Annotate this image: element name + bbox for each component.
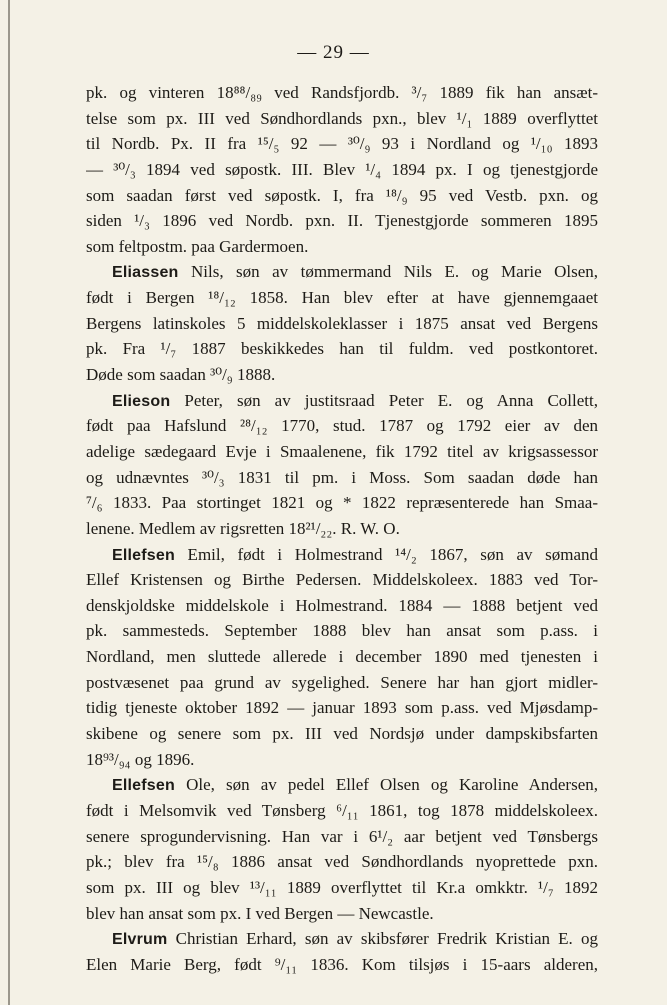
line-text: 18⁹³/₉₄ og 1896. xyxy=(86,749,195,769)
line-text: født i Bergen ¹⁸/₁₂ 1858. Han blev efter at have gjennemgaaet xyxy=(86,288,598,308)
text-line xyxy=(86,490,598,516)
line-text: denskjoldske middelskole i Holmestrand. 1884 — 1888 betjent ved xyxy=(86,595,598,615)
entry-surname: Elvrum xyxy=(112,931,168,949)
line-text: ⁷/₆ 1833. Paa stortinget 1821 og * 1822 repræsenterede han Smaa- xyxy=(86,493,598,513)
line-text: pk. Fra ¹/₇ 1887 beskikkedes han til fuldm. ved postkontoret. xyxy=(86,339,598,359)
line-text: Nordland, men sluttede allerede i december 1890 med tjenesten i xyxy=(86,647,598,667)
text-line xyxy=(86,234,598,260)
text-line xyxy=(86,208,598,234)
text-line xyxy=(86,721,598,747)
text-line xyxy=(86,516,598,542)
text-line xyxy=(86,798,598,824)
page-binding-edge xyxy=(8,0,10,1005)
text-line xyxy=(86,670,598,696)
text-line xyxy=(86,644,598,670)
text-line xyxy=(86,695,598,721)
line-text: — ³⁰/₃ 1894 ved søpostk. III. Blev ¹/₄ 1894 px. I og tjenestgjorde xyxy=(86,159,598,179)
text-line xyxy=(86,362,598,388)
line-text: lenene. Medlem av rigsretten 18²¹/₂₂. R. W. O. xyxy=(86,518,400,538)
line-text: Bergens latinskoles 5 middelskoleklasser i 1875 ansat ved Bergens xyxy=(86,313,598,333)
text-line xyxy=(86,618,598,644)
text-line xyxy=(86,542,598,568)
text-line xyxy=(86,183,598,209)
body-text xyxy=(86,80,598,977)
text-line xyxy=(86,285,598,311)
text-line xyxy=(86,901,598,927)
line-text: tidig tjeneste oktober 1892 — januar 1893 som p.ass. ved Mjøsdamp- xyxy=(86,698,598,718)
line-text: siden ¹/₃ 1896 ved Nordb. pxn. II. Tjenestgjorde sommeren 1895 xyxy=(86,211,598,231)
line-text: Peter, søn av justitsraad Peter E. og Anna Collett, xyxy=(170,390,598,410)
text-line xyxy=(86,849,598,875)
line-text: pk. sammesteds. September 1888 blev han ansat som p.ass. i xyxy=(86,621,598,641)
text-line xyxy=(86,336,598,362)
page-number: — 29 — xyxy=(297,42,370,63)
text-line xyxy=(86,157,598,183)
line-text: Ole, søn av pedel Ellef Olsen og Karoline Andersen, xyxy=(174,775,598,795)
text-line xyxy=(86,465,598,491)
line-text: født i Melsomvik ved Tønsberg ⁶/₁₁ 1861, tog 1878 middelskoleex. xyxy=(86,800,598,820)
line-text: skibene og senere som px. III ved Nordsjø under dampskibsfarten xyxy=(86,724,598,744)
text-line xyxy=(86,875,598,901)
line-text: født paa Hafslund ²⁸/₁₂ 1770, stud. 1787 og 1792 eier av den xyxy=(86,416,598,436)
line-text: Nils, søn av tømmermand Nils E. og Marie Olsen, xyxy=(178,262,598,282)
line-text: Elen Marie Berg, født ⁹/₁₁ 1836. Kom tilsjøs i 15-aars alderen, xyxy=(86,954,598,974)
line-text: som px. III og blev ¹³/₁₁ 1889 overflyttet til Kr.a omkktr. ¹/₇ 1892 xyxy=(86,877,598,897)
text-line xyxy=(86,106,598,132)
text-line xyxy=(86,439,598,465)
line-text: og udnævntes ³⁰/₃ 1831 til pm. i Moss. Som saadan døde han xyxy=(86,467,598,487)
text-line xyxy=(86,824,598,850)
line-text: Emil, født i Holmestrand ¹⁴/₂ 1867, søn av sømand xyxy=(174,544,598,564)
text-line xyxy=(86,388,598,414)
entry-surname: Ellefsen xyxy=(112,546,175,564)
text-line xyxy=(86,772,598,798)
line-text: senere sprogundervisning. Han var i 6¹/₂ aar betjent ved Tønsbergs xyxy=(86,826,598,846)
line-text: som feltpostm. paa Gardermoen. xyxy=(86,236,309,256)
line-text: adelige sædegaard Evje i Smaalenene, fik 1792 titel av krigsassessor xyxy=(86,441,598,461)
text-line xyxy=(86,952,598,978)
line-text: telse som px. III ved Søndhordlands pxn., blev ¹/₁ 1889 overflyttet xyxy=(86,108,598,128)
text-line xyxy=(86,747,598,773)
text-line xyxy=(86,131,598,157)
line-text: Christian Erhard, søn av skibsfører Fredrik Kristian E. og xyxy=(167,929,598,949)
text-line xyxy=(86,593,598,619)
line-text: til Nordb. Px. II fra ¹⁵/₅ 92 — ³⁰/₉ 93 i Nordland og ¹/₁₀ 1893 xyxy=(86,134,598,154)
line-text: blev han ansat som px. I ved Bergen — Newcastle. xyxy=(86,903,434,923)
line-text: Døde som saadan ³⁰/₉ 1888. xyxy=(86,365,276,385)
text-line xyxy=(86,259,598,285)
entry-surname: Eliassen xyxy=(112,264,179,282)
line-text: Ellef Kristensen og Birthe Pedersen. Middelskoleex. 1883 ved Tor- xyxy=(86,570,598,590)
line-text: pk. og vinteren 18⁸⁸/₈₉ ved Randsfjordb. ³/₇ 1889 fik han ansæt- xyxy=(86,83,598,102)
entry-surname: Elieson xyxy=(112,392,171,410)
text-line xyxy=(86,413,598,439)
text-line xyxy=(86,80,598,106)
text-line xyxy=(86,567,598,593)
line-text: pk.; blev fra ¹⁵/₈ 1886 ansat ved Søndhordlands nyoprettede pxn. xyxy=(86,852,598,872)
line-text: som saadan først ved søpostk. I, fra ¹⁸/₉ 95 ved Vestb. pxn. og xyxy=(86,185,598,205)
text-line xyxy=(86,926,598,952)
line-text: postvæsenet paa grund av sygelighed. Senere har han gjort midler- xyxy=(86,672,598,692)
entry-surname: Ellefsen xyxy=(112,777,175,795)
text-line xyxy=(86,311,598,337)
